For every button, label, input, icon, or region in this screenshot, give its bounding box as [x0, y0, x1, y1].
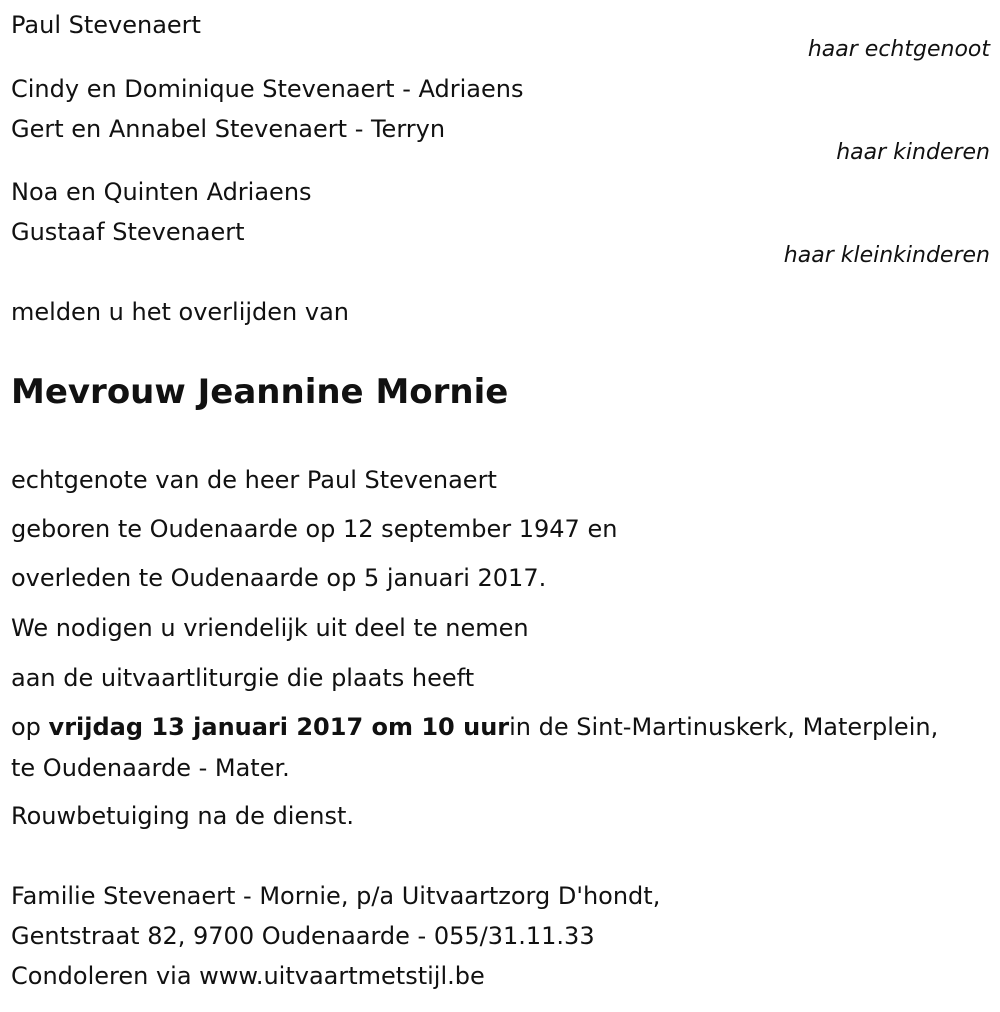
body-line-invite: We nodigen u vriendelijk uit deel te nemen	[11, 614, 529, 642]
service-details	[11, 712, 938, 742]
child-name: Gert en Annabel Stevenaert - Terryn	[11, 115, 446, 143]
spouse-name: Paul Stevenaert	[11, 11, 201, 39]
children-role: haar kinderen	[836, 140, 990, 165]
grandchild-name: Gustaaf Stevenaert	[11, 218, 245, 246]
body-line-spouse: echtgenote van de heer Paul Stevenaert	[11, 466, 497, 494]
service-date: vrijdag 13 januari 2017 om 10 uur	[48, 713, 510, 741]
body-line-born: geboren te Oudenaarde op 12 september 1947 en	[11, 515, 618, 543]
deceased-name: Mevrouw Jeannine Mornie	[11, 372, 509, 412]
service-prefix: op	[11, 713, 49, 741]
service-place: in de Sint-Martinuskerk, Materplein,	[509, 713, 939, 741]
condolence-note: Rouwbetuiging na de dienst.	[11, 802, 354, 830]
child-name: Cindy en Dominique Stevenaert - Adriaens	[11, 75, 524, 103]
announcement-text: melden u het overlijden van	[11, 298, 349, 326]
grandchildren-role: haar kleinkinderen	[783, 243, 990, 268]
contact-website: Condoleren via www.uitvaartmetstijl.be	[11, 962, 485, 990]
body-line-liturgy: aan de uitvaartliturgie die plaats heeft	[11, 664, 475, 692]
contact-family: Familie Stevenaert - Mornie, p/a Uitvaartzorg D'hondt,	[11, 882, 661, 910]
service-place-continued: te Oudenaarde - Mater.	[11, 754, 290, 782]
spouse-role: haar echtgenoot	[807, 37, 990, 62]
grandchild-name: Noa en Quinten Adriaens	[11, 178, 312, 206]
body-line-died: overleden te Oudenaarde op 5 januari 2017.	[11, 564, 547, 592]
contact-address: Gentstraat 82, 9700 Oudenaarde - 055/31.11.33	[11, 922, 595, 950]
